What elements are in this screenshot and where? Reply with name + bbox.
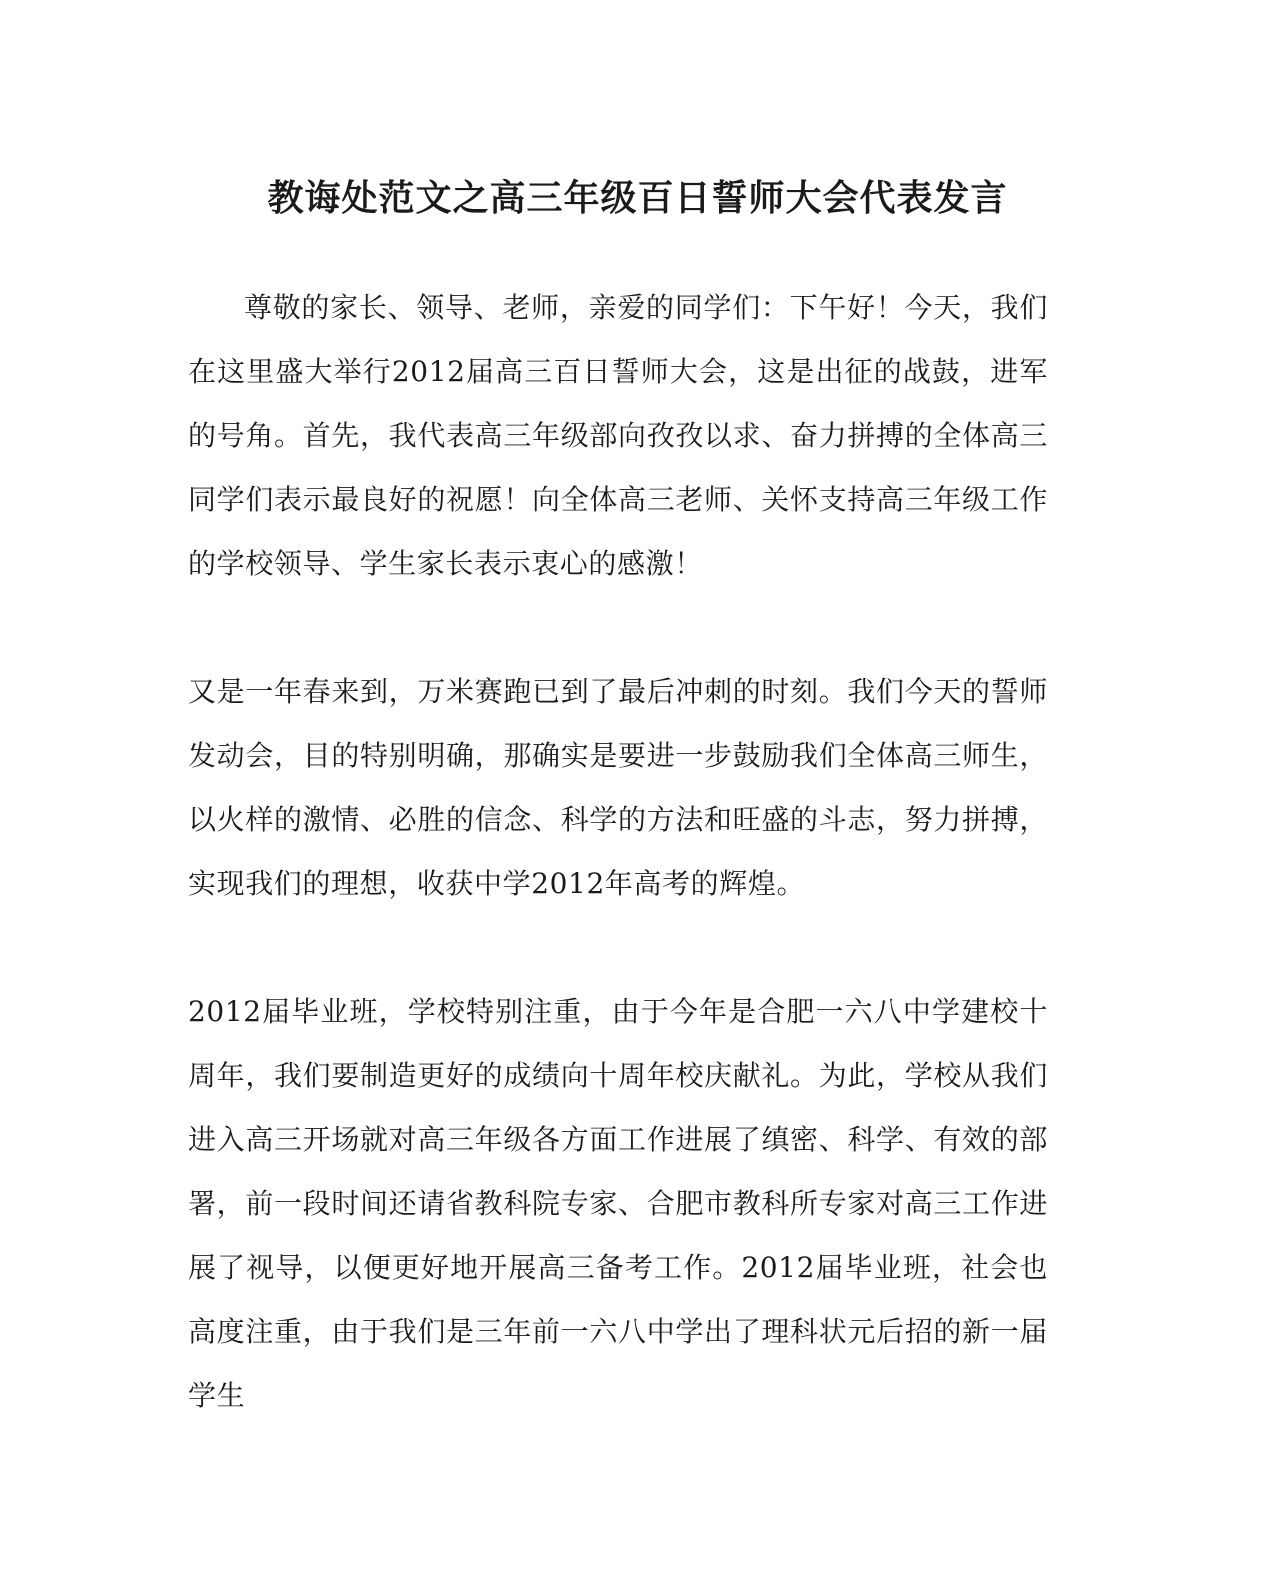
paragraph-sprint: 又是一年春来到，万米赛跑已到了最后冲刺的时刻。我们今天的誓师发动会，目的特别明确，那确实是要进一步鼓励我们全体高三师生，以火样的激情、必胜的信念、科学的方法和旺盛的斗志，努力拼搏，实现我们的理想，收获中学2012年高考的辉煌。 [188, 675, 1048, 900]
paragraph-greeting: 尊敬的家长、领导、老师，亲爱的同学们：下午好！今天，我们在这里盛大举行2012届高三百日誓师大会，这是出征的战鼓，进军的号角。首先，我代表高三年级部向孜孜以求、奋力拼搏的全体高三同学们表示最良好的祝愿！向全体高三老师、关怀支持高三年级工作的学校领导、学生家长表示衷心的感激！ [188, 291, 1048, 580]
document-title: 教诲处范文之高三年级百日誓师大会代表发言 [267, 177, 1008, 219]
paragraph-graduating-class: 2012届毕业班，学校特别注重，由于今年是合肥一六八中学建校十周年，我们要制造更好的成绩向十周年校庆献礼。为此，学校从我们进入高三开场就对高三年级各方面工作进展了缜密、科学、有效的部署，前一段时间还请省教科院专家、合肥市教科所专家对高三工作进展了视导，以便更好地开展高三备考工作。2012届毕业班，社会也高度注重，由于我们是三年前一六八中学出了理科状元后招的新一届学生 [188, 995, 1048, 1412]
